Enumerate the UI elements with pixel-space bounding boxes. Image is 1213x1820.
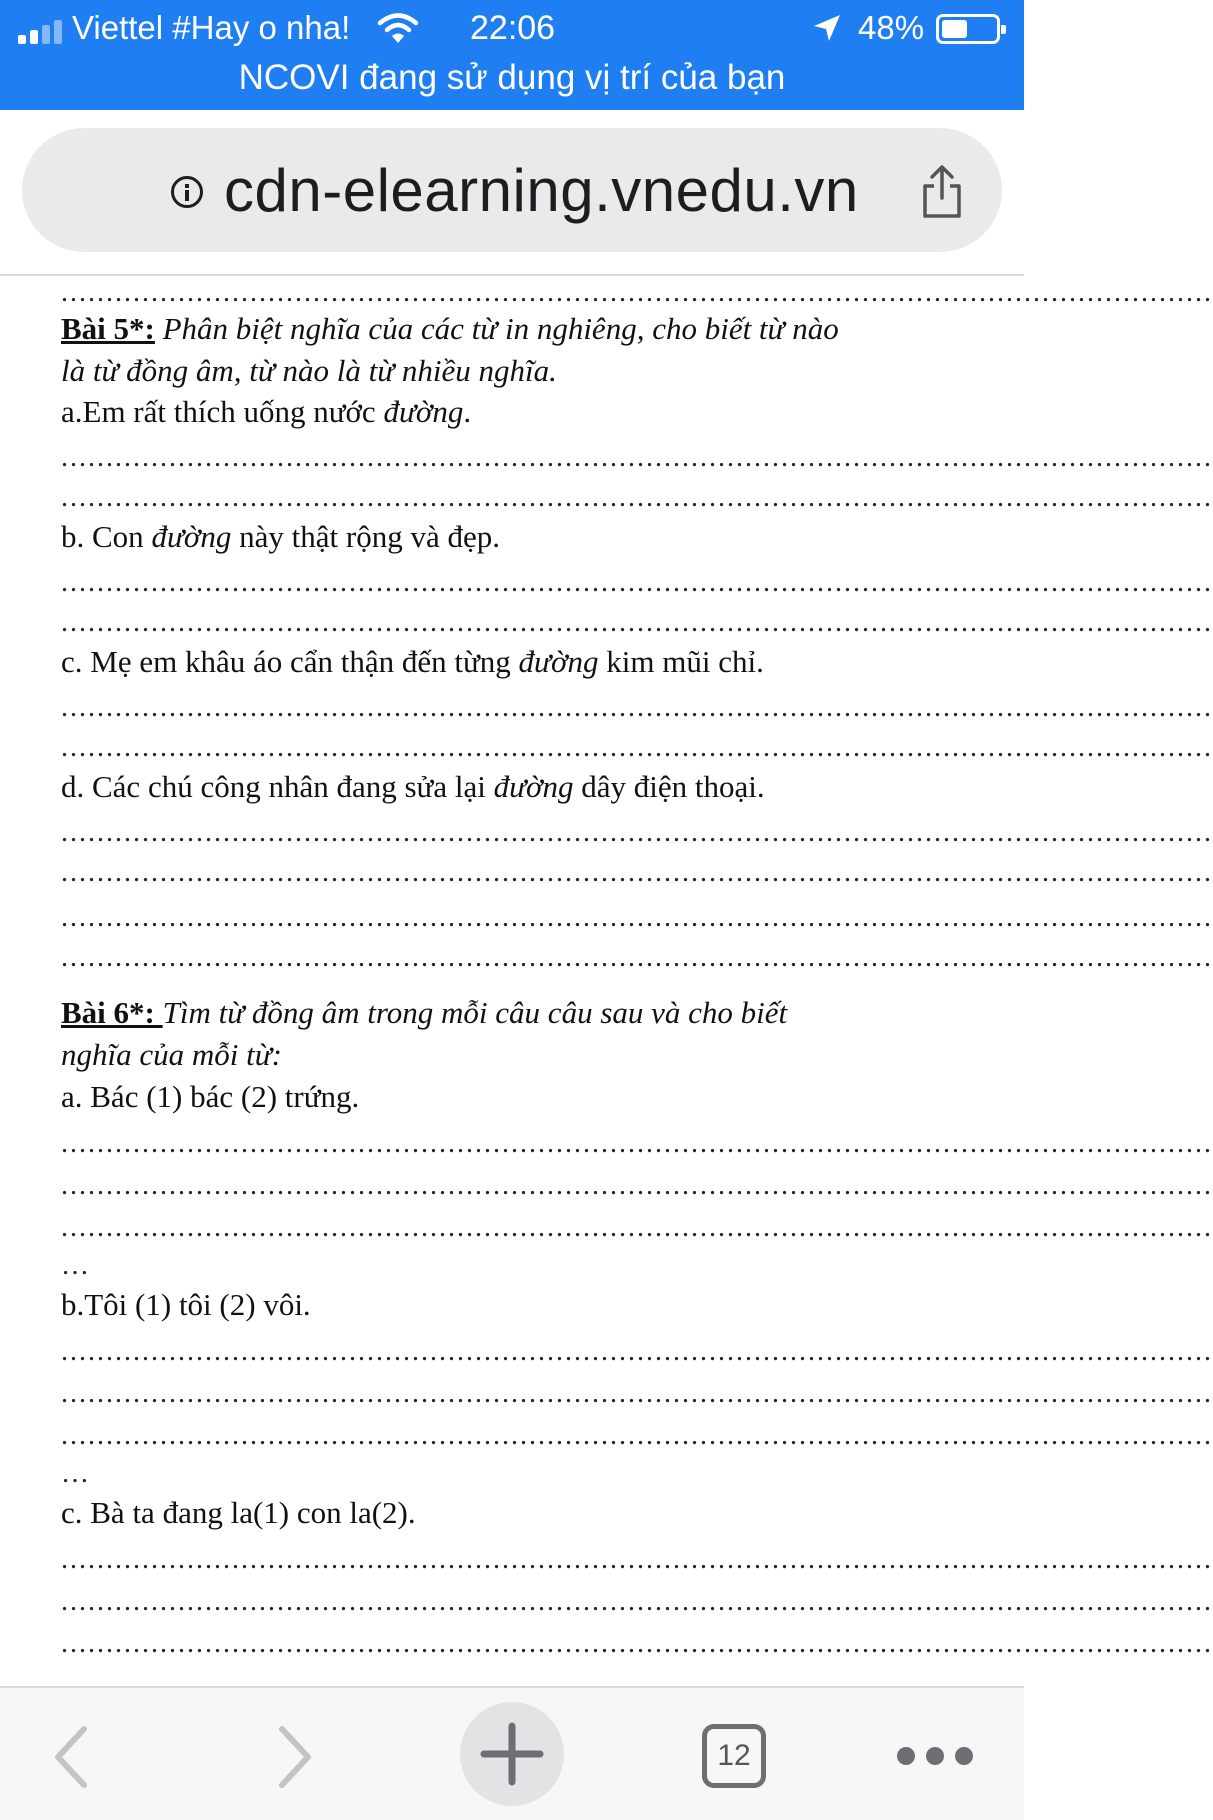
answer-line: ................................................................................................................................ — [61, 1170, 1213, 1201]
url-text[interactable]: cdn-elearning.vnedu.vn — [224, 157, 859, 224]
exercise-6-label: Bài 6*: — [61, 995, 163, 1030]
signal-strength-icon — [18, 20, 68, 44]
exercise-5-item-a: a.Em rất thích uống nước đường. — [61, 394, 472, 429]
answer-line: ................................................................................................................................ — [61, 1544, 1213, 1575]
answer-line: ................................................................................................................................ — [61, 1378, 1213, 1409]
tab-switcher-button[interactable]: 12 — [702, 1724, 766, 1788]
wifi-icon — [378, 12, 418, 44]
exercise-5-label: Bài 5*: — [61, 311, 155, 346]
exercise-6-item-c: c. Bà ta đang la(1) con la(2). — [61, 1495, 416, 1530]
answer-line: ................................................................................................................................ — [61, 1336, 1213, 1367]
status-row — [0, 0, 1024, 56]
battery-percentage: 48% — [858, 9, 925, 46]
answer-line: ................................................................................................................................ — [61, 692, 1213, 723]
exercise-5-prompt-line2: là từ đồng âm, từ nào là từ nhiều nghĩa. — [61, 353, 557, 388]
answer-line: ................................................................................................................................ — [61, 1212, 1213, 1243]
answer-line: ................................................................................................................................ — [61, 442, 1213, 473]
more-options-button[interactable] — [895, 1744, 975, 1768]
answer-line-ellipsis: … — [61, 1458, 91, 1489]
answer-line: ................................................................................................................................ — [61, 482, 1213, 513]
exercise-5-item-b: b. Con đường này thật rộng và đẹp. — [61, 519, 500, 554]
info-icon[interactable] — [170, 175, 204, 209]
exercise-6-item-b: b.Tôi (1) tôi (2) vôi. — [61, 1287, 311, 1322]
answer-line: ................................................................................................................................ — [61, 567, 1213, 598]
forward-button[interactable] — [268, 1724, 318, 1790]
share-icon[interactable] — [917, 164, 967, 220]
exercise-6-prompt-line1: Tìm từ đồng âm trong mỗi câu câu sau và cho biết — [162, 995, 788, 1030]
answer-line: ................................................................................................................................ — [61, 1420, 1213, 1451]
exercise-5-heading — [61, 310, 839, 348]
back-button[interactable] — [48, 1724, 98, 1790]
answer-line: ................................................................................................................................ — [61, 607, 1213, 638]
exercise-6-heading — [61, 994, 787, 1032]
exercise-6-item-a: a. Bác (1) bác (2) trứng. — [61, 1079, 360, 1114]
answer-line-ellipsis: … — [61, 1250, 91, 1281]
answer-line: ................................................................................................................................ — [61, 732, 1213, 763]
answer-line: ................................................................................................................................ — [61, 277, 1213, 308]
answer-line: ................................................................................................................................ — [61, 1586, 1213, 1617]
answer-line: ................................................................................................................................ — [61, 1128, 1213, 1159]
location-arrow-icon — [812, 13, 842, 43]
italic-word: đường — [383, 394, 464, 429]
answer-line: ................................................................................................................................ — [61, 1628, 1213, 1659]
address-bar[interactable] — [22, 128, 1002, 252]
new-tab-button[interactable] — [460, 1702, 564, 1806]
answer-line: ................................................................................................................................ — [61, 857, 1213, 888]
battery-icon — [936, 14, 1000, 44]
italic-word: đường — [518, 644, 599, 679]
clock: 22:06 — [470, 9, 556, 47]
location-usage-banner[interactable]: NCOVI đang sử dụng vị trí của bạn — [238, 58, 786, 97]
italic-word: đường — [151, 519, 232, 554]
exercise-6-prompt-line2: nghĩa của mỗi từ: — [61, 1037, 282, 1072]
exercise-5-item-c: c. Mẹ em khâu áo cẩn thận đến từng đường kim mũi chỉ. — [61, 644, 764, 679]
exercise-5-item-d: d. Các chú công nhân đang sửa lại đường dây điện thoại. — [61, 769, 765, 804]
plus-icon — [460, 1702, 564, 1806]
browser-toolbar — [0, 1686, 1024, 1820]
exercise-5-prompt-line1: Phân biệt nghĩa của các từ in nghiêng, cho biết từ nào — [154, 311, 839, 346]
italic-word: đường — [493, 769, 574, 804]
answer-line: ................................................................................................................................ — [61, 902, 1213, 933]
answer-line: ................................................................................................................................ — [61, 817, 1213, 848]
document-page — [0, 277, 1213, 1685]
answer-line: ................................................................................................................................ — [61, 942, 1213, 973]
carrier-name: Viettel #Hay o nha! — [72, 9, 351, 46]
status-bar — [0, 0, 1024, 110]
browser-header — [0, 110, 1024, 276]
